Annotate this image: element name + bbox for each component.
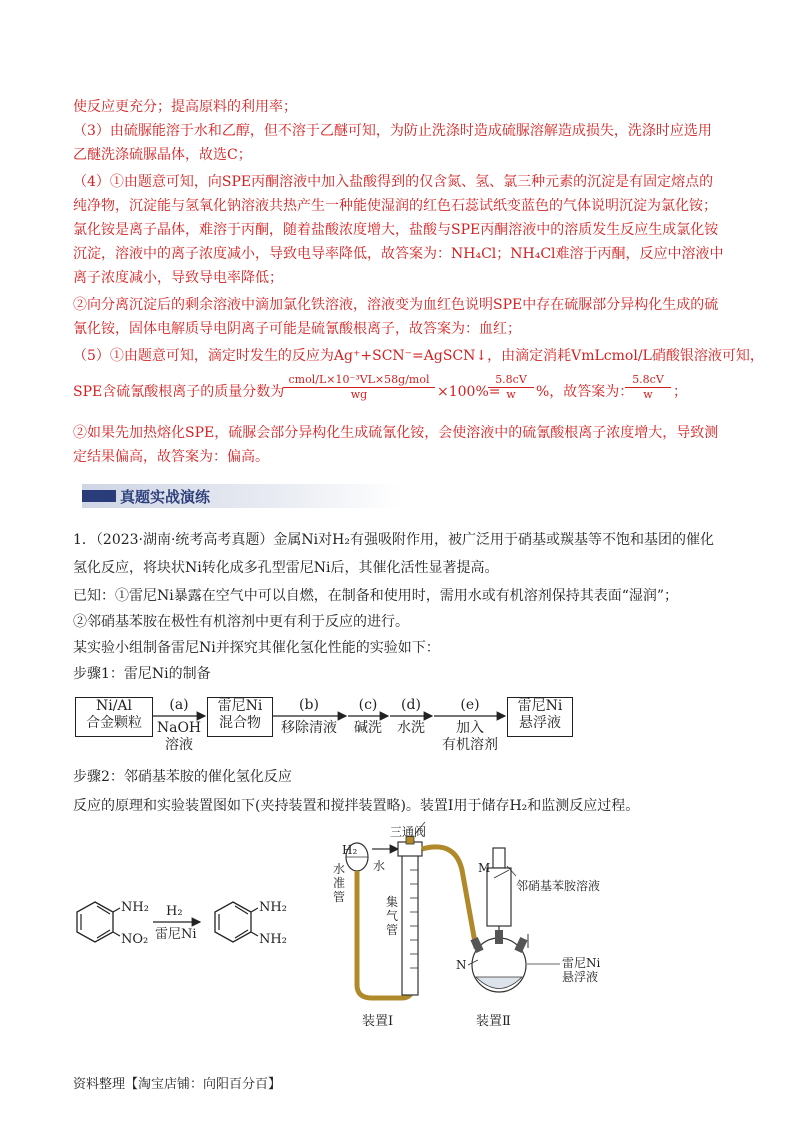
fraction-denominator: w [506,388,516,401]
label-h2: H₂ [342,843,358,857]
flow-label-d: (d) [401,697,421,713]
flow-box-label: 合金颗粒 [86,715,142,731]
reactant-nitro: NO₂ [121,932,149,947]
label-solution: 邻硝基苯胺溶液 [516,879,601,893]
answer-q4-line: 离子浓度减小，导致导电率降低； [73,270,283,286]
label-n: N [456,958,467,972]
label-device-1: 装置Ⅰ [362,1014,394,1029]
flow-label-e: (e) [460,697,480,713]
label-suspension-line: 雷尼Ni [562,956,601,970]
flow-label-e-op: 有机溶剂 [442,737,498,753]
answer-q5-prefix: SPE含硫氰酸根离子的质量分数为 [73,384,285,400]
product-amino-1: NH₂ [259,900,287,915]
answer-line: 使反应更充分；提高原料的利用率； [73,99,297,115]
label-m: M [478,861,491,875]
label-device-2: 装置Ⅱ [476,1014,511,1029]
question-known-line: 已知：①雷尼Ni暴露在空气中可以自燃，在制备和使用时，需用水或有机溶剂保持其表面“湿润”； [73,588,679,604]
answer-q5-end: ； [673,384,687,400]
page-footer: 资料整理【淘宝店铺：向阳百分百】 [73,1077,282,1092]
question-line: 氢化反应，将块状Ni转化成多孔型雷尼Ni后，其催化活性显著提高。 [73,560,499,576]
reaction-reagent: H₂ [166,904,183,919]
question-known-line: ②邻硝基苯胺在极性有机溶剂中更有利于反应的进行。 [73,614,409,630]
flow-label-a: (a) [169,697,189,713]
answer-q4-line: 氯化铵是离子晶体，难溶于丙酮，随着盐酸浓度增大，盐酸与SPE丙酮溶液中的溶质发生反应生成氯化铵 [73,222,719,238]
flow-label-a-reagent: NaOH [156,720,202,736]
question-line: 反应的原理和实验装置图如下(夹持装置和搅拌装置略)。装置Ⅰ用于储存H₂和监测反应过程。 [73,798,640,814]
flow-label-e-op: 加入 [456,720,484,736]
rubber-tube-top [422,847,476,948]
answer-q5-tail: %，故答案为： [536,384,634,400]
step1-title: 步骤1：雷尼Ni的制备 [73,666,211,682]
answer-q4-line: 纯净物，沉淀能与氢氧化钠溶液共热产生一种能使湿润的红色石蕊试纸变蓝色的气体说明沉淀为氯化铵； [73,198,717,214]
answer-q5-mid: ×100%= [437,384,501,400]
flow-box-label: 雷尼Ni [517,698,563,714]
fraction-numerator: 5.8cV [488,373,534,388]
question-line: 某实验小组制备雷尼Ni并探究其催化氢化性能的实验如下： [73,640,440,656]
flow-box-label: 悬浮液 [519,715,561,731]
label-water-tube: 水准管 [333,862,346,904]
question-line: 1．（2023·湖南·统考高考真题）金属Ni对H₂有强吸附作用，被广泛用于硝基或羰基等不饱和基团的催化 [73,532,714,548]
dropping-funnel [487,868,511,926]
flow-label-b-op: 移除清液 [281,720,337,736]
flow-box-label: Ni/Al [95,698,133,714]
product-amino-2: NH₂ [259,932,287,947]
answer-q4-line: （4）①由题意可知，向SPE丙酮溶液中加入盐酸得到的仅含氮、氢、氯三种元素的沉淀是有固定熔点的 [73,174,714,190]
section-title: 真题实战演练 [120,488,211,506]
flow-label-c-op: 碱洗 [354,720,382,736]
flow-label-c: (c) [358,697,378,713]
reactant-amino: NH₂ [121,900,149,915]
answer-q5b-line: ②如果先加热熔化SPE，硫脲会部分异构化生成硫氰化铵，会使溶液中的硫氰酸根离子浓度增大，导致测 [73,425,719,441]
answer-q4b-line: 氰化铵，固体电解质导电阴离子可能是硫氰酸根离子，故答案为：血红； [73,321,521,337]
reaction-catalyst: 雷尼Ni [155,927,197,942]
label-suspension-line: 悬浮液 [562,970,599,984]
label-water: 水 [373,859,386,873]
answer-q3-line: 乙醚洗涤硫脲晶体，故选C； [73,147,252,163]
answer-q4b-line: ②向分离沉淀后的剩余溶液中滴加氯化铁溶液，溶液变为血红色说明SPE中存在硫脲部分异构化生成的硫 [73,297,719,313]
answer-q4-line: 沉淀，溶液中的离子浓度减小，导致电导率降低，故答案为：NH₄Cl；NH₄Cl难溶于丙酮，反应中溶液中 [73,246,724,262]
label-suspension [562,956,600,984]
fraction-numerator: 5.8cV [625,373,671,388]
flow-label-a-reagent: 溶液 [165,737,193,753]
flow-label-b: (b) [299,697,319,713]
flow-box-label: 混合物 [219,715,261,731]
flow-label-d-op: 水洗 [397,720,425,736]
fraction-denominator: wg [350,388,368,401]
flow-box-label: 雷尼Ni [217,698,263,714]
label-three-way-valve: 三通阀 [390,825,427,839]
label-gas-tube: 集气管 [386,895,399,937]
answer-q5-line: （5）①由题意可知，滴定时发生的反应为Ag⁺+SCN⁻=AgSCN↓，由滴定消耗VmLcmol/L硝酸银溶液可知， [73,348,764,364]
answer-q5b-line: 定结果偏高，故答案为：偏高。 [73,449,269,465]
fraction-denominator: w [643,388,653,401]
gas-collection-tube [402,855,418,995]
answer-q3-line: （3）由硫脲能溶于水和乙醇，但不溶于乙醚可知，为防止洗涤时造成硫脲溶解造成损失，洗涤时应选用 [73,123,712,139]
fraction-numerator: cmol/L×10⁻³VL×58g/mol [283,373,435,388]
step2-title: 步骤2：邻硝基苯胺的催化氢化反应 [73,769,292,785]
